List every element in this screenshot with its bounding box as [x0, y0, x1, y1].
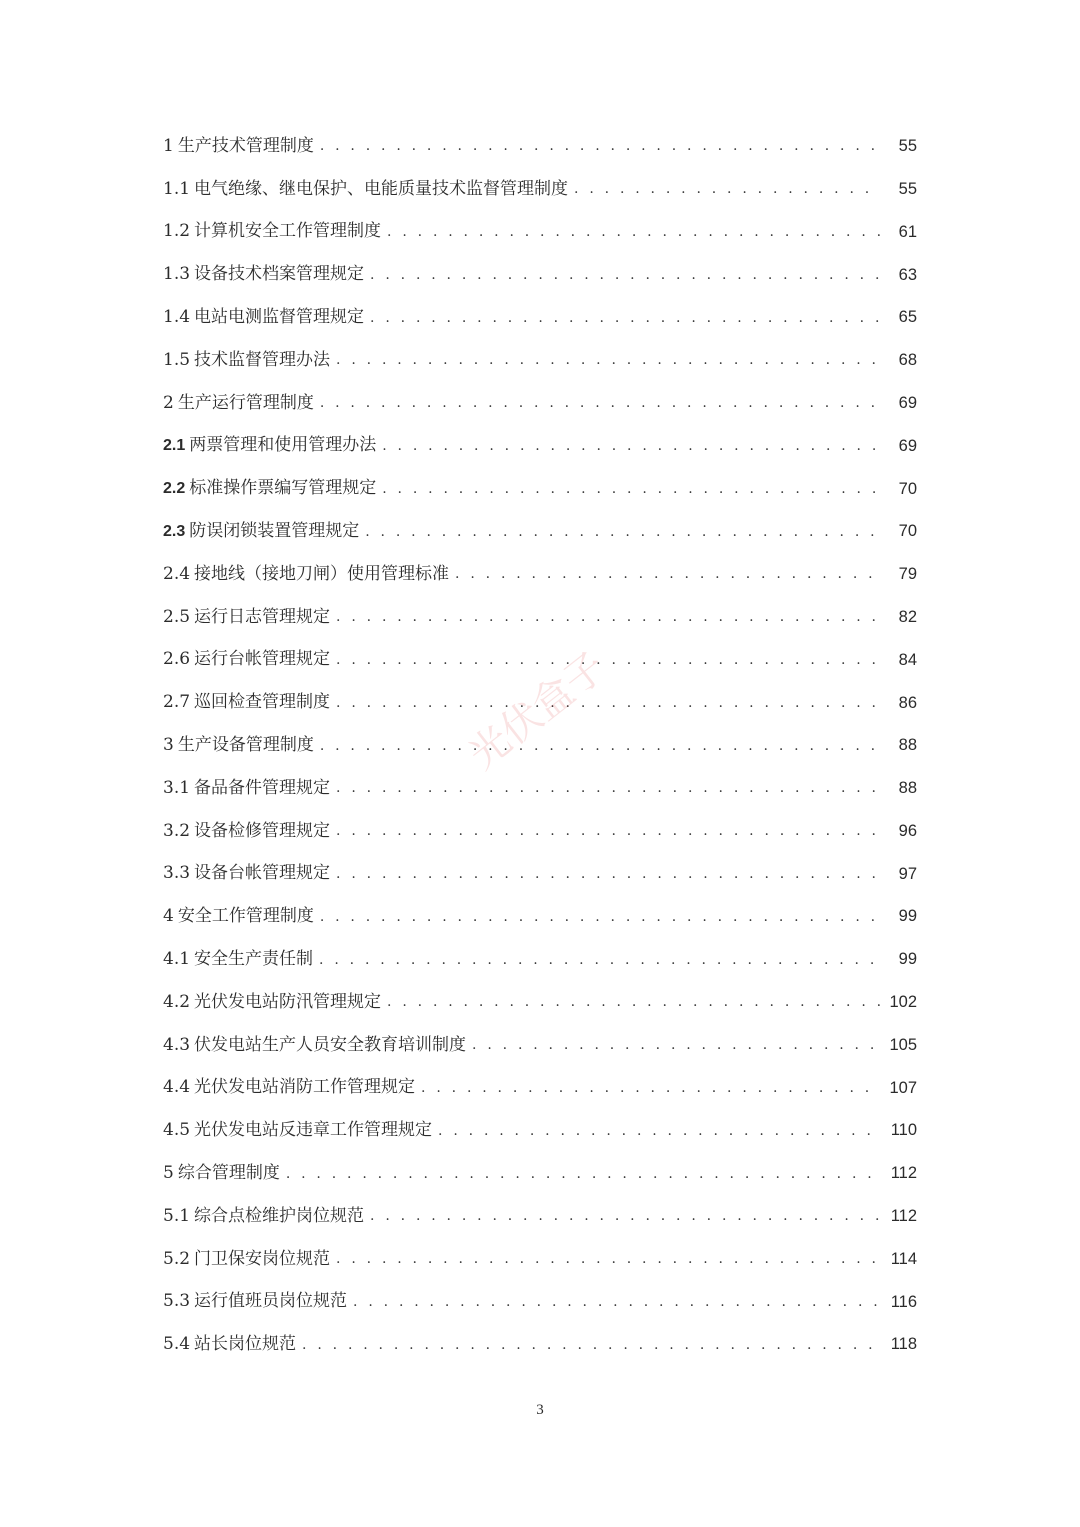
toc-entry-number: 4.5 — [163, 1120, 191, 1141]
toc-entry[interactable] — [163, 810, 917, 853]
toc-entry-page: 97 — [898, 864, 917, 883]
toc-entry-number: 2.1 — [163, 436, 186, 454]
toc-entry[interactable] — [163, 1152, 917, 1195]
toc-entry-page: 99 — [898, 907, 917, 926]
toc-entry[interactable] — [163, 339, 917, 382]
toc-entry-title: 生产设备管理制度 — [177, 735, 314, 756]
toc-entry-title: 光伏发电站反违章工作管理规定 — [194, 1120, 433, 1141]
toc-dot-leader — [353, 1295, 881, 1309]
toc-entry[interactable] — [163, 681, 917, 724]
toc-dot-leader — [336, 353, 881, 367]
toc-entry-number: 2.7 — [163, 692, 191, 713]
toc-entry-page: 79 — [898, 565, 917, 584]
toc-entry-number: 5.4 — [163, 1334, 191, 1355]
toc-entry-number: 1.3 — [163, 264, 191, 285]
toc-dot-leader — [320, 910, 881, 924]
toc-entry-page: 105 — [889, 1035, 917, 1054]
toc-entry-number: 1.4 — [163, 307, 191, 328]
toc-entry[interactable] — [163, 1067, 917, 1110]
toc-entry-page: 116 — [890, 1292, 917, 1311]
toc-entry-page: 102 — [889, 993, 917, 1012]
toc-entry-title: 设备台帐管理规定 — [194, 863, 331, 884]
page-number: 3 — [536, 1402, 544, 1418]
toc-entry-title: 电站电测监督管理规定 — [194, 307, 365, 328]
toc-entry-title: 光伏发电站消防工作管理规定 — [194, 1077, 416, 1098]
toc-entry[interactable] — [163, 1195, 917, 1238]
toc-entry-page: 69 — [898, 436, 917, 455]
toc-dot-leader — [370, 1209, 881, 1223]
toc-dot-leader — [286, 1167, 881, 1181]
toc-entry-number: 5.3 — [163, 1291, 191, 1312]
toc-entry-number: 4 — [163, 906, 174, 927]
toc-entry[interactable] — [163, 981, 917, 1024]
toc-entry-page: 84 — [898, 650, 917, 669]
toc-entry-title: 运行台帐管理规定 — [194, 649, 331, 670]
toc-entry-number: 2.5 — [163, 606, 191, 627]
toc-entry-title: 综合点检维护岗位规范 — [194, 1205, 365, 1226]
toc-entry-title: 设备技术档案管理规定 — [194, 264, 365, 285]
toc-dot-leader — [336, 824, 881, 838]
toc-entry-page: 88 — [898, 736, 917, 755]
toc-entry-number: 5 — [163, 1163, 174, 1184]
toc-entry-page: 99 — [898, 950, 917, 969]
toc-entry-page: 69 — [898, 393, 917, 412]
toc-entry-number: 5.1 — [163, 1205, 191, 1226]
toc-dot-leader — [382, 482, 881, 496]
toc-entry-page: 88 — [898, 779, 917, 798]
toc-entry-page: 63 — [898, 265, 917, 284]
toc-entry-number: 5.2 — [163, 1248, 191, 1269]
toc-dot-leader — [365, 525, 881, 539]
toc-entry[interactable] — [163, 639, 917, 682]
toc-entry-number: 1.2 — [163, 221, 191, 242]
toc-dot-leader — [336, 696, 881, 710]
toc-entry-title: 备品备件管理规定 — [194, 777, 331, 798]
toc-dot-leader — [320, 739, 881, 753]
toc-dot-leader — [320, 139, 881, 153]
toc-entry-number: 4.1 — [163, 949, 191, 970]
toc-dot-leader — [302, 1338, 881, 1352]
toc-entry-page: 114 — [890, 1249, 917, 1268]
toc-entry[interactable] — [163, 724, 917, 767]
toc-entry-title: 伏发电站生产人员安全教育培训制度 — [194, 1034, 467, 1055]
toc-entry[interactable] — [163, 296, 917, 339]
toc-entry[interactable] — [163, 1323, 917, 1366]
toc-entry-number: 3 — [163, 735, 174, 756]
toc-entry[interactable] — [163, 1109, 917, 1152]
toc-entry[interactable] — [163, 211, 917, 254]
toc-entry-number: 1.1 — [163, 178, 191, 199]
table-of-contents — [163, 125, 917, 1366]
toc-entry-title: 生产运行管理制度 — [177, 392, 314, 413]
toc-dot-leader — [455, 567, 881, 581]
toc-entry[interactable] — [163, 895, 917, 938]
toc-entry-title: 防误闭锁装置管理规定 — [189, 521, 360, 542]
toc-dot-leader — [421, 1081, 881, 1095]
toc-dot-leader — [319, 953, 881, 967]
toc-entry-number: 4.2 — [163, 991, 191, 1012]
toc-entry[interactable] — [163, 853, 917, 896]
toc-entry-page: 96 — [898, 821, 917, 840]
toc-entry-page: 112 — [890, 1207, 917, 1226]
toc-entry-number: 1.5 — [163, 349, 191, 370]
toc-entry-title: 标准操作票编写管理规定 — [189, 478, 377, 499]
toc-dot-leader — [382, 439, 881, 453]
toc-entry-number: 4.3 — [163, 1034, 191, 1055]
toc-dot-leader — [336, 781, 881, 795]
toc-entry-number: 2.2 — [163, 479, 186, 497]
toc-entry-title: 安全生产责任制 — [194, 949, 314, 970]
toc-dot-leader — [574, 182, 881, 196]
toc-entry-title: 两票管理和使用管理办法 — [189, 435, 377, 456]
toc-dot-leader — [387, 225, 881, 239]
toc-entry[interactable] — [163, 467, 917, 510]
toc-entry-title: 生产技术管理制度 — [177, 135, 314, 156]
toc-dot-leader — [336, 1252, 881, 1266]
toc-entry-number: 2.3 — [163, 522, 186, 540]
toc-entry-title: 设备检修管理规定 — [194, 820, 331, 841]
toc-entry-title: 综合管理制度 — [177, 1163, 280, 1184]
toc-entry[interactable] — [163, 125, 917, 168]
toc-entry-title: 巡回检查管理制度 — [194, 692, 331, 713]
toc-entry-page: 86 — [898, 693, 917, 712]
toc-entry-page: 55 — [898, 179, 917, 198]
toc-entry[interactable] — [163, 1281, 917, 1324]
toc-dot-leader — [336, 867, 881, 881]
toc-entry[interactable] — [163, 1238, 917, 1281]
toc-entry-title: 技术监督管理办法 — [194, 349, 331, 370]
toc-entry-title: 电气绝缘、继电保护、电能质量技术监督管理制度 — [194, 178, 569, 199]
toc-entry-title: 接地线（接地刀闸）使用管理标准 — [194, 563, 450, 584]
toc-entry-page: 70 — [898, 522, 917, 541]
toc-entry[interactable] — [163, 938, 917, 981]
toc-entry-page: 110 — [890, 1121, 917, 1140]
toc-entry-page: 55 — [898, 137, 917, 156]
toc-entry-page: 70 — [898, 479, 917, 498]
toc-entry-number: 3.1 — [163, 777, 191, 798]
toc-entry[interactable] — [163, 253, 917, 296]
toc-entry-title: 门卫保安岗位规范 — [194, 1248, 331, 1269]
toc-entry-page: 82 — [898, 607, 917, 626]
toc-dot-leader — [336, 653, 881, 667]
toc-entry-title: 安全工作管理制度 — [177, 906, 314, 927]
toc-dot-leader — [472, 1038, 881, 1052]
toc-entry-page: 112 — [890, 1164, 917, 1183]
toc-entry[interactable] — [163, 510, 917, 553]
toc-dot-leader — [370, 311, 881, 325]
toc-entry[interactable] — [163, 596, 917, 639]
toc-entry[interactable] — [163, 425, 917, 468]
toc-entry[interactable] — [163, 767, 917, 810]
toc-entry-title: 运行日志管理规定 — [194, 606, 331, 627]
toc-entry-title: 站长岗位规范 — [194, 1334, 297, 1355]
toc-entry-page: 61 — [898, 222, 917, 241]
toc-entry-title: 计算机安全工作管理制度 — [194, 221, 382, 242]
toc-dot-leader — [370, 268, 881, 282]
toc-entry-number: 2 — [163, 392, 174, 413]
toc-dot-leader — [320, 396, 881, 410]
toc-entry-page: 68 — [898, 351, 917, 370]
toc-entry-title: 光伏发电站防汛管理规定 — [194, 991, 382, 1012]
toc-entry-number: 2.6 — [163, 649, 191, 670]
toc-entry[interactable] — [163, 382, 917, 425]
toc-entry-number: 1 — [163, 135, 174, 156]
toc-entry-page: 118 — [890, 1335, 917, 1354]
toc-entry-title: 运行值班员岗位规范 — [194, 1291, 348, 1312]
toc-entry[interactable] — [163, 1024, 917, 1067]
toc-entry-number: 4.4 — [163, 1077, 191, 1098]
toc-entry-page: 65 — [898, 308, 917, 327]
watermark: 光伏盒子 — [460, 643, 615, 779]
toc-entry-number: 3.2 — [163, 820, 191, 841]
toc-dot-leader — [387, 995, 881, 1009]
toc-entry-number: 2.4 — [163, 563, 191, 584]
toc-entry[interactable] — [163, 553, 917, 596]
toc-dot-leader — [438, 1124, 881, 1138]
toc-entry-number: 3.3 — [163, 863, 191, 884]
toc-entry-page: 107 — [889, 1078, 917, 1097]
toc-dot-leader — [336, 610, 881, 624]
toc-entry[interactable] — [163, 168, 917, 211]
